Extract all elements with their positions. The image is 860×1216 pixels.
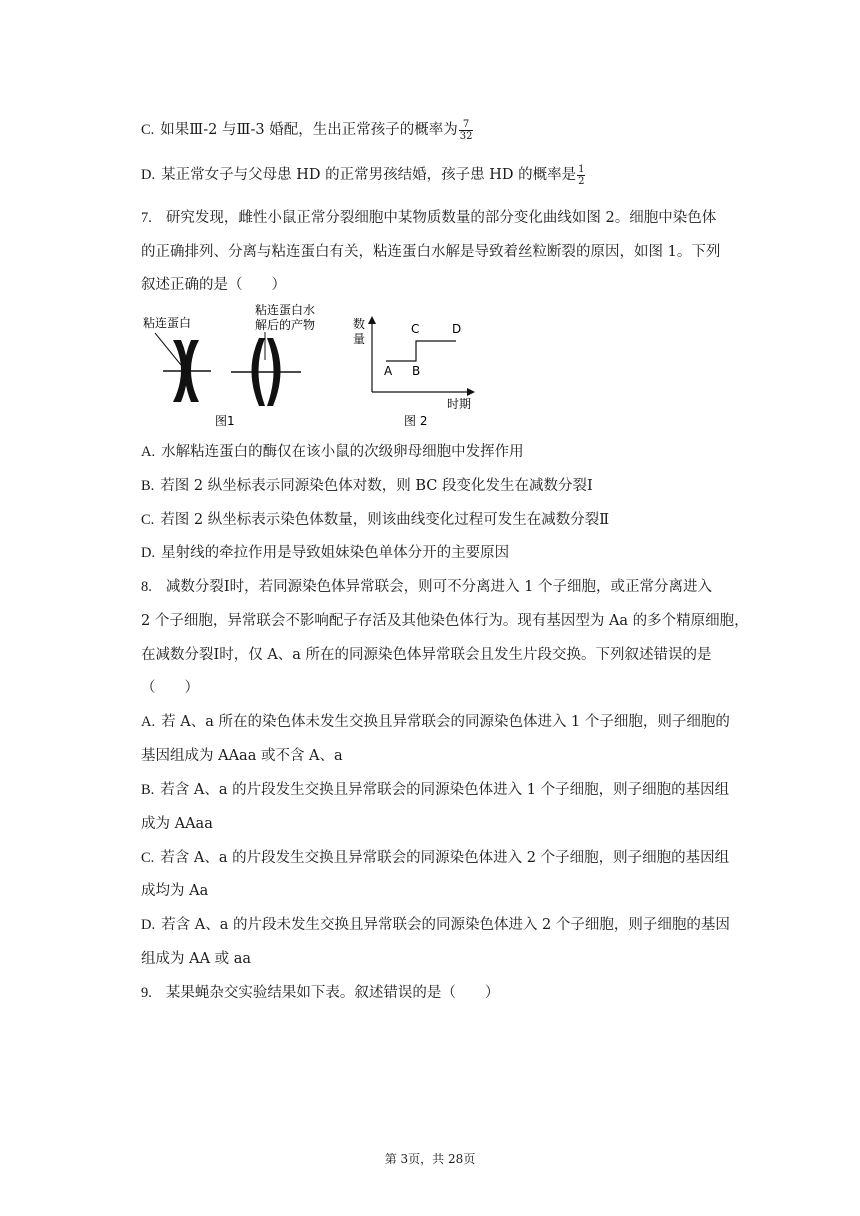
fig1-caption: 图1 (215, 414, 235, 428)
q6-option-c (141, 118, 473, 142)
option-text: 若含 A、a 的片段未发生交换且异常联会的同源染色体进入 2 个子细胞，则子细胞的基因 (161, 917, 730, 933)
q8-stem-line-2: 2 个子细胞，异常联会不影响配子存活及其他染色体行为。现有基因型为 Aa 的多个精原细胞， (141, 613, 749, 629)
q6-option-d (141, 163, 585, 187)
point-c-label: C (411, 322, 420, 336)
q8-stem-line-1 (141, 575, 712, 596)
q8-option-b (141, 778, 729, 799)
figure-2 (353, 316, 475, 428)
point-b-label: B (412, 364, 421, 378)
q8-option-d-cont: 组成为 AA 或 aa (141, 951, 252, 967)
option-letter: D. (141, 917, 156, 933)
option-text: 某正常女子与父母患 HD 的正常男孩结婚，孩子患 HD 的概率是 (161, 167, 577, 183)
q8-option-c (141, 846, 729, 867)
q8-option-a-cont: 基因组成为 AAaa 或不含 A、a (141, 748, 343, 764)
option-text: 若图 2 纵坐标表示染色体数量，则该曲线变化过程可发生在减数分裂Ⅱ (160, 512, 610, 528)
fraction-denominator: 32 (459, 130, 473, 142)
option-text: 若含 A、a 的片段发生交换且异常联会的同源染色体进入 1 个子细胞，则子细胞的基因组 (160, 782, 730, 798)
y-axis-label-1: 数 (353, 317, 366, 331)
question-number: 9. (141, 985, 152, 1001)
option-text: 若 A、a 所在的染色体未发生交换且异常联会的同源染色体进入 1 个子细胞，则子细胞的 (161, 714, 730, 730)
q9-stem-text: 某果蝇杂交实验结果如下表。叙述错误的是（ ） (165, 985, 500, 1001)
option-letter: B. (141, 782, 155, 798)
q7-option-d (141, 541, 509, 562)
option-text: 若图 2 纵坐标表示同源染色体对数，则 BC 段变化发生在减数分裂Ⅰ (160, 478, 593, 494)
point-a-label: A (384, 364, 393, 378)
option-letter: D. (141, 167, 156, 183)
option-letter: A. (141, 444, 156, 460)
q8-option-a (141, 710, 730, 731)
option-text: 若含 A、a 的片段发生交换且异常联会的同源染色体进入 2 个子细胞，则子细胞的基因组 (160, 850, 730, 866)
option-letter: C. (141, 122, 155, 138)
y-axis-arrow (368, 316, 376, 324)
question-number: 8. (141, 579, 152, 595)
page-footer: 第 3页，共 28页 (384, 1152, 476, 1166)
q8-option-d (141, 913, 730, 934)
figure-1 (143, 302, 315, 428)
x-axis-arrow (467, 388, 475, 396)
option-letter: C. (141, 850, 155, 866)
point-d-label: D (452, 322, 462, 336)
q8-option-c-cont: 成均为 Aa (141, 883, 209, 899)
label-product-1: 粘连蛋白水 (255, 303, 316, 317)
fraction (577, 164, 585, 187)
option-text: 水解粘连蛋白的酶仅在该小鼠的次级卵母细胞中发挥作用 (161, 444, 524, 460)
option-text: 星射线的牵拉作用是导致姐妹染色单体分开的主要原因 (161, 545, 510, 561)
q7-stem-line-1 (141, 206, 716, 227)
q8-stem-line-4: （ ） (141, 680, 199, 696)
q8-stem-line-3: 在减数分裂Ⅰ时，仅 A、a 所在的同源染色体异常联会且发生片段交换。下列叙述错误的是 (141, 647, 712, 663)
option-text: 如果Ⅲ-2 与Ⅲ-3 婚配，生出正常孩子的概率为 (160, 122, 458, 138)
label-cohesin: 粘连蛋白 (143, 316, 192, 330)
x-axis-label: 时期 (447, 397, 472, 411)
q8-stem-text: 减数分裂Ⅰ时，若同源染色体异常联会，则可不分离进入 1 个子细胞，或正常分离进入 (165, 579, 713, 595)
q7-stem-line-2: 的正确排列、分离与粘连蛋白有关，粘连蛋白水解是导致着丝粒断裂的原因，如图 1。下列 (141, 244, 721, 260)
q7-option-b (141, 474, 593, 495)
q7-option-c (141, 508, 609, 529)
q7-figure (141, 300, 481, 430)
curve (386, 341, 456, 361)
fraction-denominator: 2 (578, 175, 585, 187)
q7-option-a (141, 440, 524, 461)
fig2-caption: 图 2 (404, 414, 428, 428)
q7-stem-text: 研究发现，雌性小鼠正常分裂细胞中某物质数量的部分变化曲线如图 2。细胞中染色体 (165, 210, 717, 226)
fraction (459, 119, 474, 142)
label-product-2: 解后的产物 (255, 318, 316, 332)
option-letter: D. (141, 545, 156, 561)
fraction-numerator: 7 (459, 119, 474, 131)
q9-stem (141, 981, 499, 1002)
y-axis-label-2: 量 (353, 332, 366, 346)
option-letter: C. (141, 512, 155, 528)
question-number: 7. (141, 210, 152, 226)
option-letter: B. (141, 478, 155, 494)
q8-option-b-cont: 成为 AAaa (141, 816, 213, 832)
fraction-numerator: 1 (578, 163, 585, 175)
q7-stem-line-3: 叙述正确的是（ ） (141, 277, 286, 293)
option-letter: A. (141, 714, 156, 730)
